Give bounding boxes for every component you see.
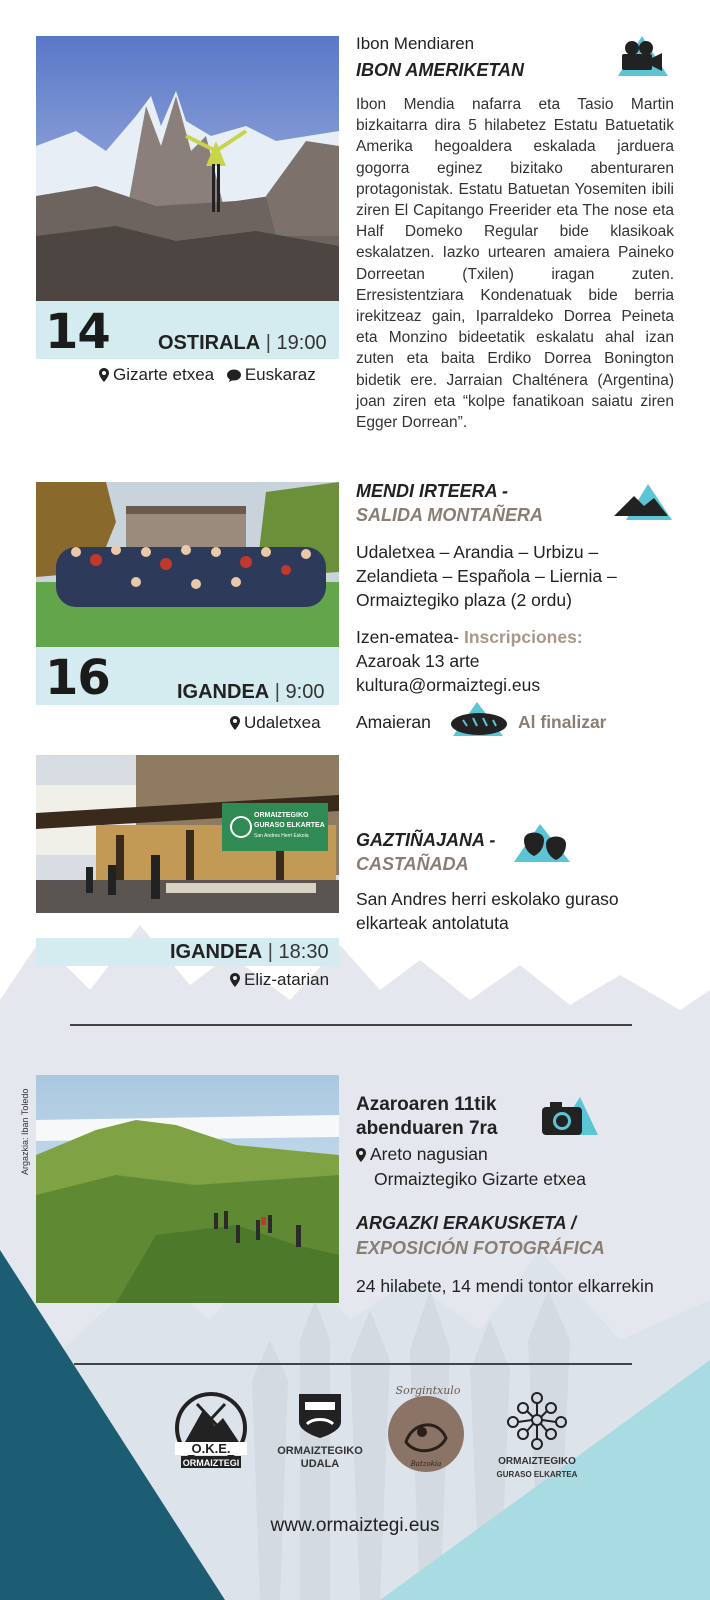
guraso-logo	[487, 1390, 587, 1481]
map-pin-icon	[230, 973, 240, 987]
sorgintxulo-logo-top: Sorgintxulo	[395, 1384, 461, 1397]
separator: |	[260, 332, 277, 354]
event1-day-name: OSTIRALA	[158, 332, 261, 354]
event2-day-name: IGANDEA	[177, 681, 270, 703]
udala-logo	[268, 1392, 372, 1471]
photo-credit: Argazkia: Iban Toledo	[20, 1088, 30, 1175]
event2-registration	[356, 625, 583, 649]
event4-dates-line1: Azaroaren 11tik	[356, 1094, 497, 1115]
event3-time: 18:30	[278, 941, 329, 963]
event1-title: IBON AMERIKETAN	[356, 60, 524, 80]
event1-description: Ibon Mendia nafarra eta Tasio Martin bizkaitarra dira 5 hilabetez Estatu Batuetatik Amerika hegoaldera eskalada jarduera gogorra eginez bizitako abenturaren protagonistak. Estatu Batuetan Yosemiten ibili ziren El Capitango Freerider eta The nose eta Half Domeko Regular bide klasikoak eskalatzen. Iazko urtearen amaiera Paineko Dorreetan (Txilen) iragan zuten. Erresistentziara Kondenatuak bide berria irekitzeaz gain, Iparraldeko Dorrea Peineta eta Monzino bideetatik eskalatu ahal izan zuten eta baita Erdiko Dorrea Bonington bidetik ere. Jarraian Chalténera (Argentina) joan ziren eta “kolpe fanatikoan saiatu ziren Egger Dorrean”.	[356, 96, 674, 432]
sorgintxulo-logo-graphic	[382, 1382, 474, 1476]
bread-icon	[445, 700, 511, 740]
event1-photo	[36, 36, 339, 301]
website-link[interactable]: www.ormaiztegi.eus	[270, 1515, 440, 1536]
event4-dates-line2: abenduaren 7ra	[356, 1118, 498, 1139]
event2-end-es: Al finalizar	[518, 712, 607, 732]
oke-logo	[165, 1390, 257, 1475]
event3-title-es: CASTAÑADA	[356, 854, 469, 874]
event2-deadline: Azaroak 13 arte	[356, 651, 480, 671]
map-pin-icon	[356, 1148, 366, 1162]
event3-location-text: Eliz-atarian	[244, 970, 330, 989]
event3-banner-line1: ORMAIZTEGIKO	[254, 812, 309, 819]
event3-photo	[36, 755, 339, 913]
event1-location	[99, 365, 316, 385]
event3-location	[230, 970, 329, 990]
event3-title-eu: GAZTIÑAJANA -	[356, 830, 496, 850]
map-pin-icon	[99, 368, 109, 382]
event4-description: 24 hilabete, 14 mendi tontor elkarrekin	[356, 1276, 654, 1296]
sorgintxulo-logo-bottom: Batzokia	[410, 1460, 442, 1468]
event4-location-text1: Areto nagusian	[370, 1144, 488, 1164]
event4-title-eu: ARGAZKI ERAKUSKETA /	[356, 1213, 576, 1233]
event4-photo	[36, 1075, 339, 1303]
film-camera-icon	[610, 34, 670, 78]
event2-end-eu: Amaieran	[356, 712, 431, 732]
event3-day-time	[170, 941, 329, 964]
udala-shield-icon	[297, 1392, 343, 1440]
event1-subtitle: Ibon Mendiaren	[356, 34, 475, 53]
separator: |	[262, 941, 279, 963]
event2-location	[230, 713, 321, 733]
chestnut-icon	[510, 820, 578, 866]
sorgintxulo-logo	[382, 1382, 474, 1481]
event2-location-text: Udaletxea	[244, 713, 321, 732]
guraso-logo-top: ORMAIZTEGIKO	[498, 1456, 576, 1467]
udala-logo-top: ORMAIZTEGIKO	[277, 1445, 363, 1457]
event1-language: Euskaraz	[244, 365, 316, 384]
event2-photo	[36, 482, 339, 647]
event2-route: Udaletxea – Arandia – Urbizu – Zelandieta – Española – Liernia – Ormaiztegiko plaza (2 ordu)	[356, 542, 617, 610]
oke-logo-graphic	[167, 1390, 255, 1470]
event2-email[interactable]: kultura@ormaiztegi.eus	[356, 675, 541, 695]
event2-title-eu: MENDI IRTEERA -	[356, 481, 509, 501]
event1-day-time	[158, 332, 327, 355]
divider	[74, 1363, 632, 1365]
photo-camera-icon	[538, 1093, 600, 1139]
event3-day-name: IGANDEA	[170, 941, 263, 963]
event1-day-number: 14	[45, 304, 110, 360]
event2-time: 9:00	[285, 681, 325, 703]
event2-registration-eu: Izen-ematea-	[356, 627, 460, 647]
event4-location-line1	[356, 1142, 488, 1166]
oke-logo-top: O.K.E.	[191, 1441, 231, 1456]
event4-title-es: EXPOSICIÓN FOTOGRÁFICA	[356, 1238, 605, 1258]
udala-logo-bottom: UDALA	[300, 1458, 340, 1470]
event2-day-time	[177, 681, 324, 704]
oke-logo-bottom: ORMAIZTEGI	[182, 1458, 240, 1468]
guraso-logo-bottom: GURASO ELKARTEA	[496, 1470, 578, 1479]
event4-location-line2: Ormaiztegiko Gizarte etxea	[374, 1169, 587, 1189]
event4-dates	[356, 1093, 498, 1141]
event3-banner-line3: San Andres Herri Eskola	[254, 833, 309, 839]
event2-day-number: 16	[45, 650, 110, 706]
event3-description: San Andres herri eskolako guraso elkarteak antolatuta	[356, 889, 619, 933]
guraso-network-icon	[505, 1390, 569, 1450]
separator: |	[269, 681, 286, 703]
divider	[70, 1024, 632, 1026]
map-pin-icon	[230, 716, 240, 730]
event3-banner-line2: GURASO ELKARTEA	[254, 822, 325, 829]
event1-time: 19:00	[276, 332, 327, 354]
event2-title-es: SALIDA MONTAÑERA	[356, 505, 543, 525]
event1-location-text: Gizarte etxea	[113, 365, 215, 384]
mountain-icon	[612, 482, 674, 522]
speech-bubble-icon	[227, 369, 241, 382]
event2-registration-es: Inscripciones:	[463, 627, 583, 647]
